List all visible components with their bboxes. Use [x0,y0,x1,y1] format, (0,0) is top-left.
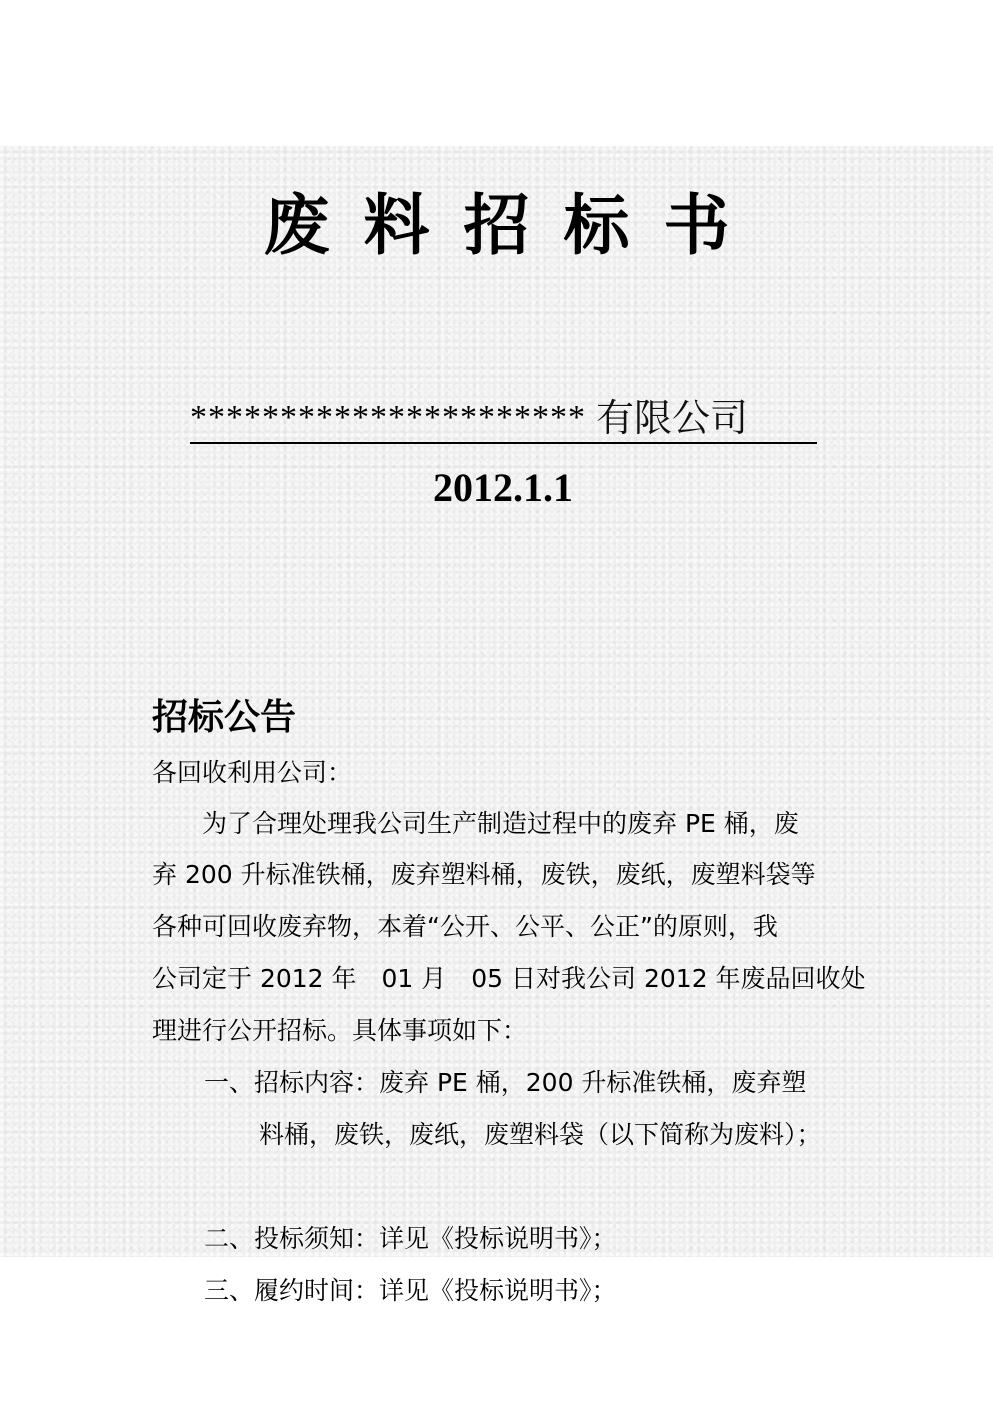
list-item-2: 二、投标须知：详见《投标说明书》； [204,1224,617,1253]
list-item-1-line-1: 一、招标内容：废弃 PE 桶，200 升标准铁桶，废弃塑 [204,1068,807,1097]
paragraph-line: 公司定于 2012 年 01 月 05 日对我公司 2012 年废品回收处 [152,964,866,993]
company-suffix: 有限公司 [596,396,749,440]
salutation: 各回收利用公司： [152,758,353,787]
title-char: 料 [363,187,430,264]
title-char: 标 [563,187,630,264]
paragraph-line: 弃 200 升标准铁桶，废弃塑料桶，废铁，废纸，废塑料袋等 [152,860,816,889]
company-name-line [190,392,817,444]
list-item-3: 三、履约时间：详见《投标说明书》； [204,1276,617,1305]
paragraph-line: 理进行公开招标。具体事项如下： [152,1016,528,1045]
title-char: 招 [463,187,530,264]
section-heading: 招标公告 [152,697,297,738]
company-masked-name: ********************** [190,399,586,436]
title-char: 书 [663,187,730,264]
document-title [0,186,993,266]
list-item-1-line-2: 料桶，废铁，废纸，废塑料袋（以下简称为废料）； [259,1120,822,1149]
paragraph-line: 各种可回收废弃物，本着“公开、公平、公正”的原则，我 [152,912,778,941]
paragraph-line: 为了合理处理我公司生产制造过程中的废弃 PE 桶，废 [152,809,799,838]
document-date: 2012.1.1 [433,465,573,510]
title-char: 废 [263,187,330,264]
